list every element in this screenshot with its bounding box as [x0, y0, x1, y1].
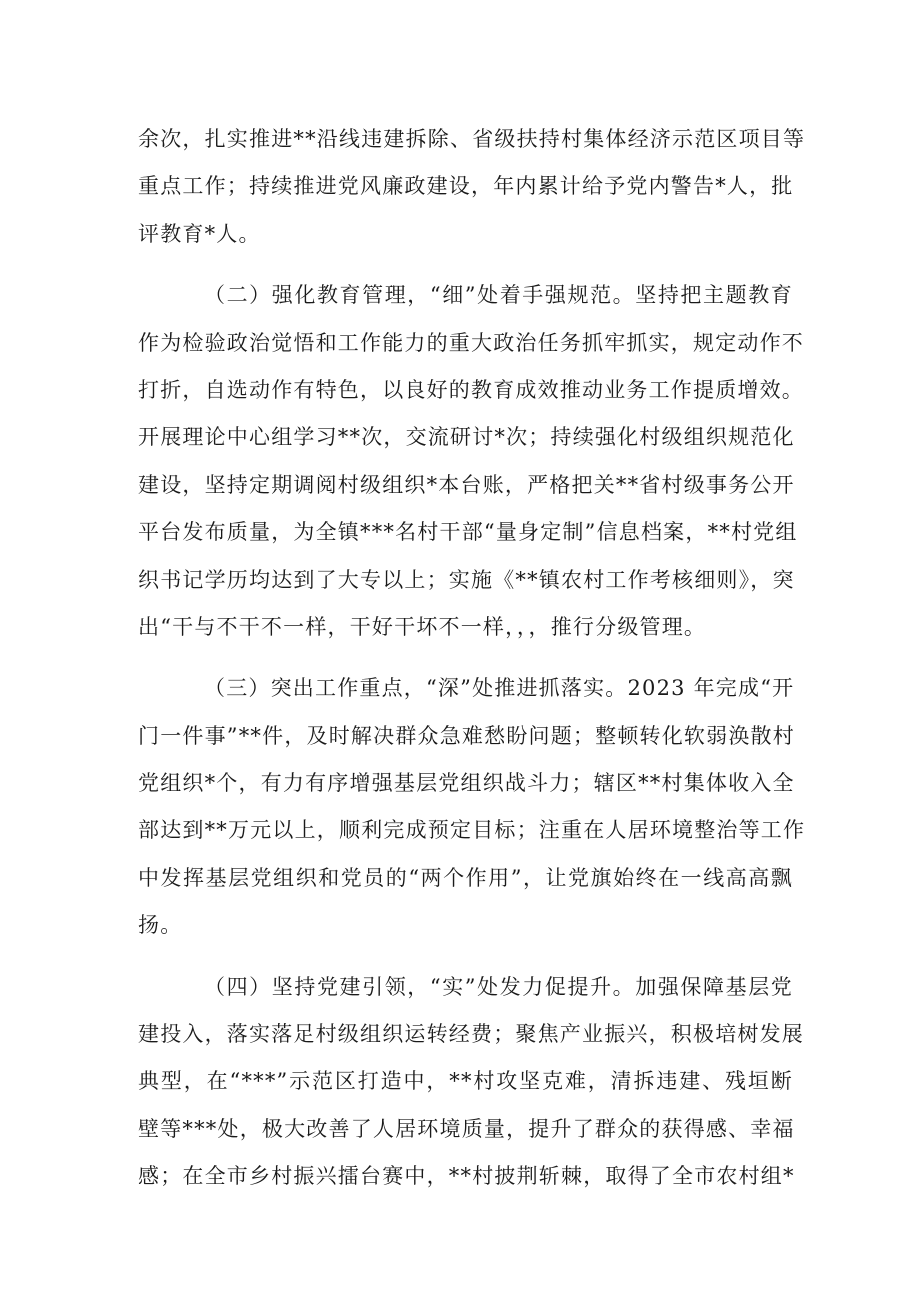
text-line: 壁等***处，极大改善了人居环境质量，提升了群众的获得感、幸福 [138, 1116, 795, 1141]
text-line: 感；在全市乡村振兴擂台赛中，**村披荆斩棘，取得了全市农村组* [138, 1164, 795, 1189]
text-line: 织书记学历均达到了大专以上；实施《**镇农村工作考核细则》，突 [138, 567, 795, 592]
paragraph-3 [138, 665, 806, 949]
text-line: 余次，扎实推进**沿线违建拆除、省级扶持村集体经济示范区项目等 [138, 127, 806, 151]
text-line: 部达到**万元以上，顺利完成预定目标；注重在人居环境整治等工作 [138, 818, 806, 843]
text-line: 扬。 [138, 913, 183, 938]
text-line: 重点工作；持续推进党风廉政建设，年内累计给予党内警告*人，批 [138, 174, 794, 199]
paragraph-4 [138, 964, 804, 1201]
text-line: （四）坚持党建引领，“实”处发力促提升。加强保障基层党 [204, 974, 793, 999]
text-line: 党组织*个，有力有序增强基层党组织战斗力；辖区**村集体收入全 [138, 771, 795, 796]
paragraph-1 [138, 116, 806, 258]
text-line: 出“干与不干不一样，干好干坏不一样，，，推行分级管理。 [138, 614, 707, 639]
paragraph-2 [138, 272, 804, 651]
text-line: 作为检验政治觉悟和工作能力的重大政治任务抓牢抓实，规定动作不 [138, 330, 804, 355]
text-line: （三）突出工作重点，“深”处推进抓落实。2023 年完成“开 [204, 676, 795, 701]
text-line: 建设，坚持定期调阅村级组织*本台账，严格把关**省村级事务公开 [138, 472, 795, 497]
text-line: 打折，自选动作有特色，以良好的教育成效推动业务工作提质增效。 [138, 377, 804, 402]
text-line: 中发挥基层党组织和党员的“两个作用”，让党旗始终在一线高高飘 [138, 865, 793, 890]
document-body [138, 116, 806, 1201]
text-line: 建投入，落实落足村级组织运转经费；聚焦产业振兴，积极培树发展 [138, 1022, 804, 1047]
text-line: 开展理论中心组学习**次，交流研讨*次；持续强化村级组织规范化 [138, 425, 795, 450]
text-line: （二）强化教育管理，“细”处着手强规范。坚持把主题教育 [204, 283, 793, 308]
text-line: 平台发布质量，为全镇***名村干部“量身定制”信息档案，**村党组 [138, 520, 798, 545]
text-line: 典型，在“***”示范区打造中，**村攻坚克难，清拆违建、残垣断 [138, 1069, 793, 1094]
text-line: 评教育*人。 [138, 221, 261, 246]
text-line: 门一件事”**件，及时解决群众急难愁盼问题；整顿转化软弱涣散村 [138, 723, 795, 748]
